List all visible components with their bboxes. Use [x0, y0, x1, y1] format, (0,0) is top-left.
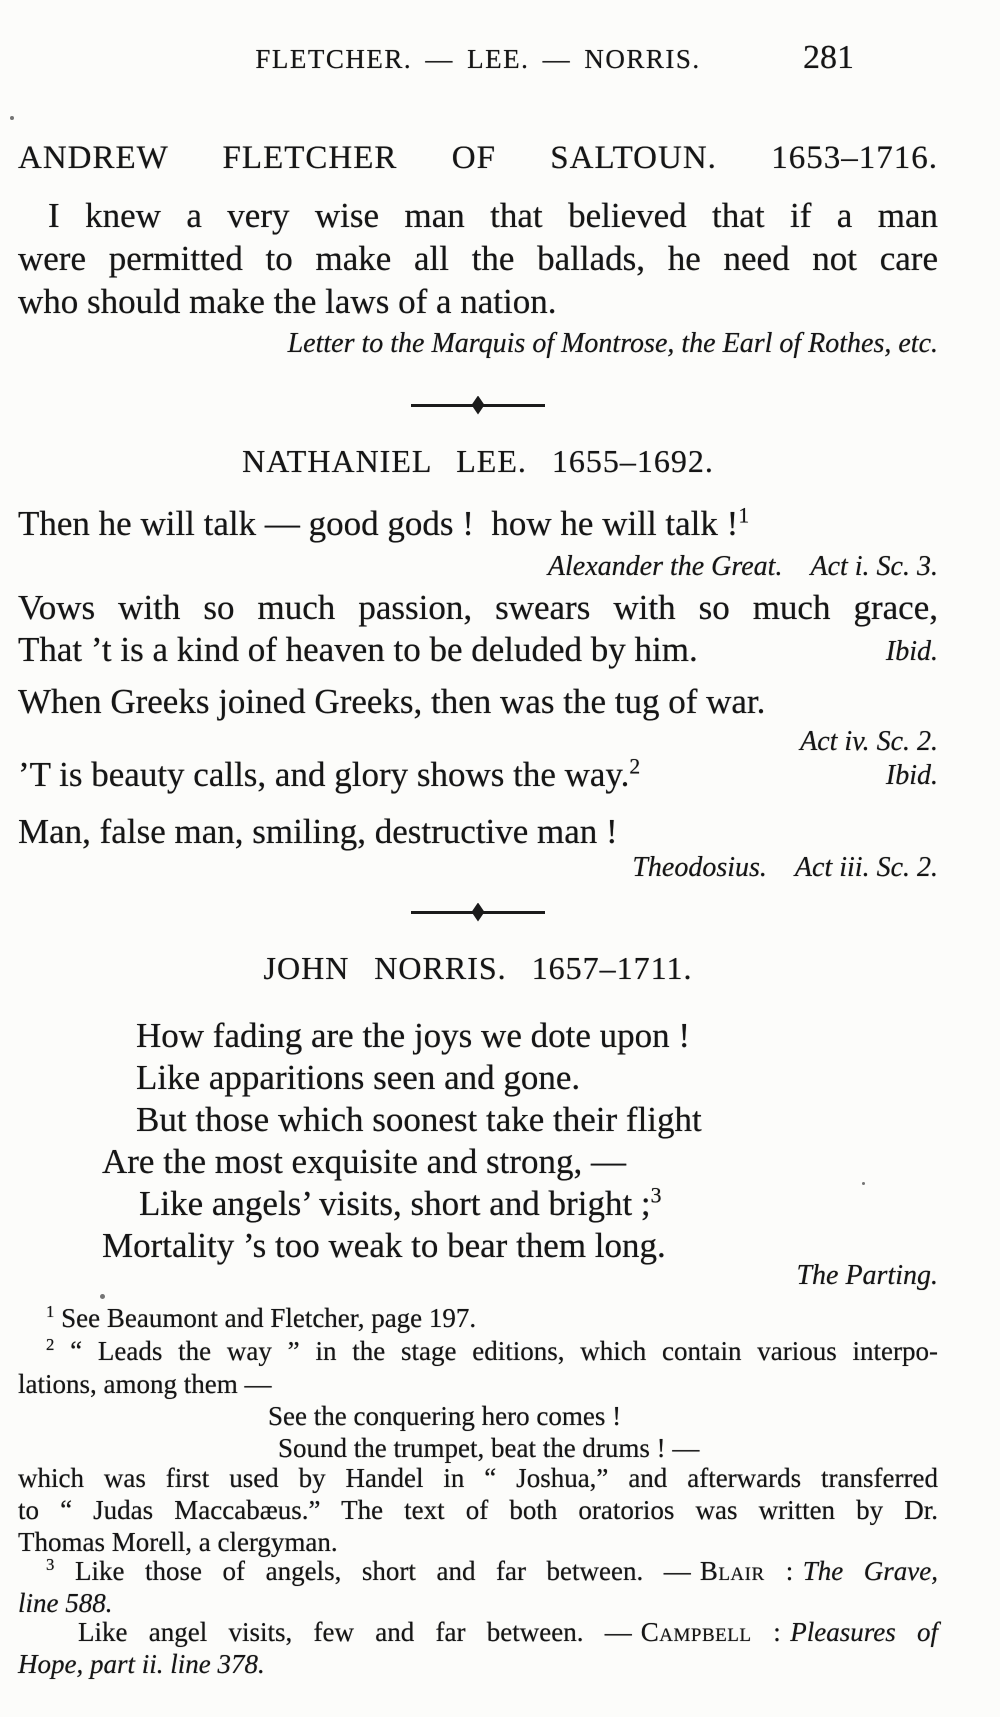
footnote-text: Like those of angels, short and far between. — [74, 1556, 691, 1586]
footnote-text: Like angel visits, few and far between. — [78, 1617, 632, 1647]
poem-line: Are the most exquisite and strong, — [102, 1142, 626, 1181]
section-divider [0, 396, 956, 414]
cited-author: Campbell : [640, 1617, 782, 1647]
quote-line: Man, false man, smiling, destructive man ! [18, 812, 618, 851]
attribution-work: Alexander the Great. [547, 551, 783, 582]
footnote-1 [18, 1303, 938, 1334]
section-heading-lee: NATHANIEL LEE. 1655–1692. [242, 443, 714, 479]
page-number: 281 [803, 39, 854, 76]
poem-line: But those which soonest take their flight [136, 1100, 702, 1139]
footnote-text: See Beaumont and Fletcher, page 197. [61, 1303, 477, 1333]
running-title: FLETCHER. — LEE. — NORRIS. [255, 44, 701, 74]
footnote-2-line: which was first used by Handel in “ Joshua,” and afterwards transferred [18, 1463, 938, 1493]
attribution-ibid: Ibid. [885, 636, 938, 667]
poem-line [139, 1184, 938, 1224]
divider-diamond-icon [472, 396, 485, 415]
attribution-lee-q3: Act iv. Sc. 2. [800, 726, 938, 757]
footnote-2-line: Thomas Morell, a clergyman. [18, 1527, 338, 1557]
quote-line: Vows with so much passion, swears with so much grace, [18, 588, 938, 627]
footnote-2-line [18, 1336, 938, 1367]
quote-line: When Greeks joined Greeks, then was the tug of war. [18, 682, 766, 721]
footnote-marker-2: 2 [46, 1335, 55, 1354]
scan-speck [100, 1294, 105, 1299]
footnote-2-verse: Sound the trumpet, beat the drums ! — [278, 1433, 700, 1463]
footnote-2-line: to “ Judas Maccabæus.” The text of both oratorios was written by Dr. [18, 1495, 938, 1525]
cited-author: Blair : [699, 1556, 794, 1586]
footnote-ref-3: 3 [650, 1183, 662, 1208]
section-divider [0, 903, 956, 921]
poem-line: Like apparitions seen and gone. [136, 1058, 581, 1097]
attribution-lee-q1 [18, 551, 938, 583]
quote-line: were permitted to make all the ballads, he need not care [18, 239, 938, 278]
footnote-marker-3: 3 [46, 1555, 55, 1574]
footnote-3-line [18, 1556, 938, 1587]
footnote-ref-1: 1 [738, 503, 750, 528]
cited-work-continuation: Hope, part ii. line 378. [18, 1649, 265, 1679]
attribution-norris: The Parting. [796, 1260, 938, 1291]
quote-line [18, 504, 938, 544]
footnote-2-line: lations, among them — [18, 1369, 272, 1399]
footnote-marker-1: 1 [46, 1302, 55, 1321]
footnote-text: “ Leads the way ” in the stage editions, which contain various interpo- [70, 1336, 938, 1366]
divider-diamond-icon [472, 903, 485, 922]
quote-line: That ’t is a kind of heaven to be deluded by him. [18, 630, 698, 669]
attribution-locus: Act i. Sc. 3. [810, 551, 938, 582]
attribution-lee-q5 [18, 852, 938, 884]
footnote-ref-2: 2 [629, 754, 641, 779]
scan-speck [10, 116, 14, 120]
cited-work-continuation: line 588. [18, 1588, 113, 1618]
attribution-locus: Act iii. Sc. 2. [794, 852, 938, 883]
section-heading-norris: JOHN NORRIS. 1657–1711. [263, 950, 693, 986]
cited-work: The Grave, [802, 1556, 939, 1586]
poem-text: Like angels’ visits, short and bright ; [139, 1184, 651, 1223]
quote-text: Then he will talk — good gods ! how he will talk ! [18, 504, 739, 543]
quote-text: ’T is beauty calls, and glory shows the way. [18, 755, 630, 794]
attribution-fletcher: Letter to the Marquis of Montrose, the Earl of Rothes, etc. [287, 328, 938, 359]
quote-line: who should make the laws of a nation. [18, 282, 557, 321]
section-heading-fletcher: ANDREW FLETCHER OF SALTOUN. 1653–1716. [18, 140, 938, 176]
quote-line: I knew a very wise man that believed that if a man [48, 196, 938, 235]
attribution-ibid: Ibid. [885, 760, 938, 791]
scan-speck [862, 1182, 865, 1185]
poem-line: Mortality ’s too weak to bear them long. [102, 1226, 666, 1265]
footnote-3-line [18, 1617, 938, 1648]
poem-line: How fading are the joys we dote upon ! [136, 1016, 691, 1055]
attribution-work: Theodosius. [632, 852, 767, 883]
footnote-2-verse: See the conquering hero comes ! [268, 1401, 622, 1431]
cited-work: Pleasures of [790, 1617, 939, 1647]
